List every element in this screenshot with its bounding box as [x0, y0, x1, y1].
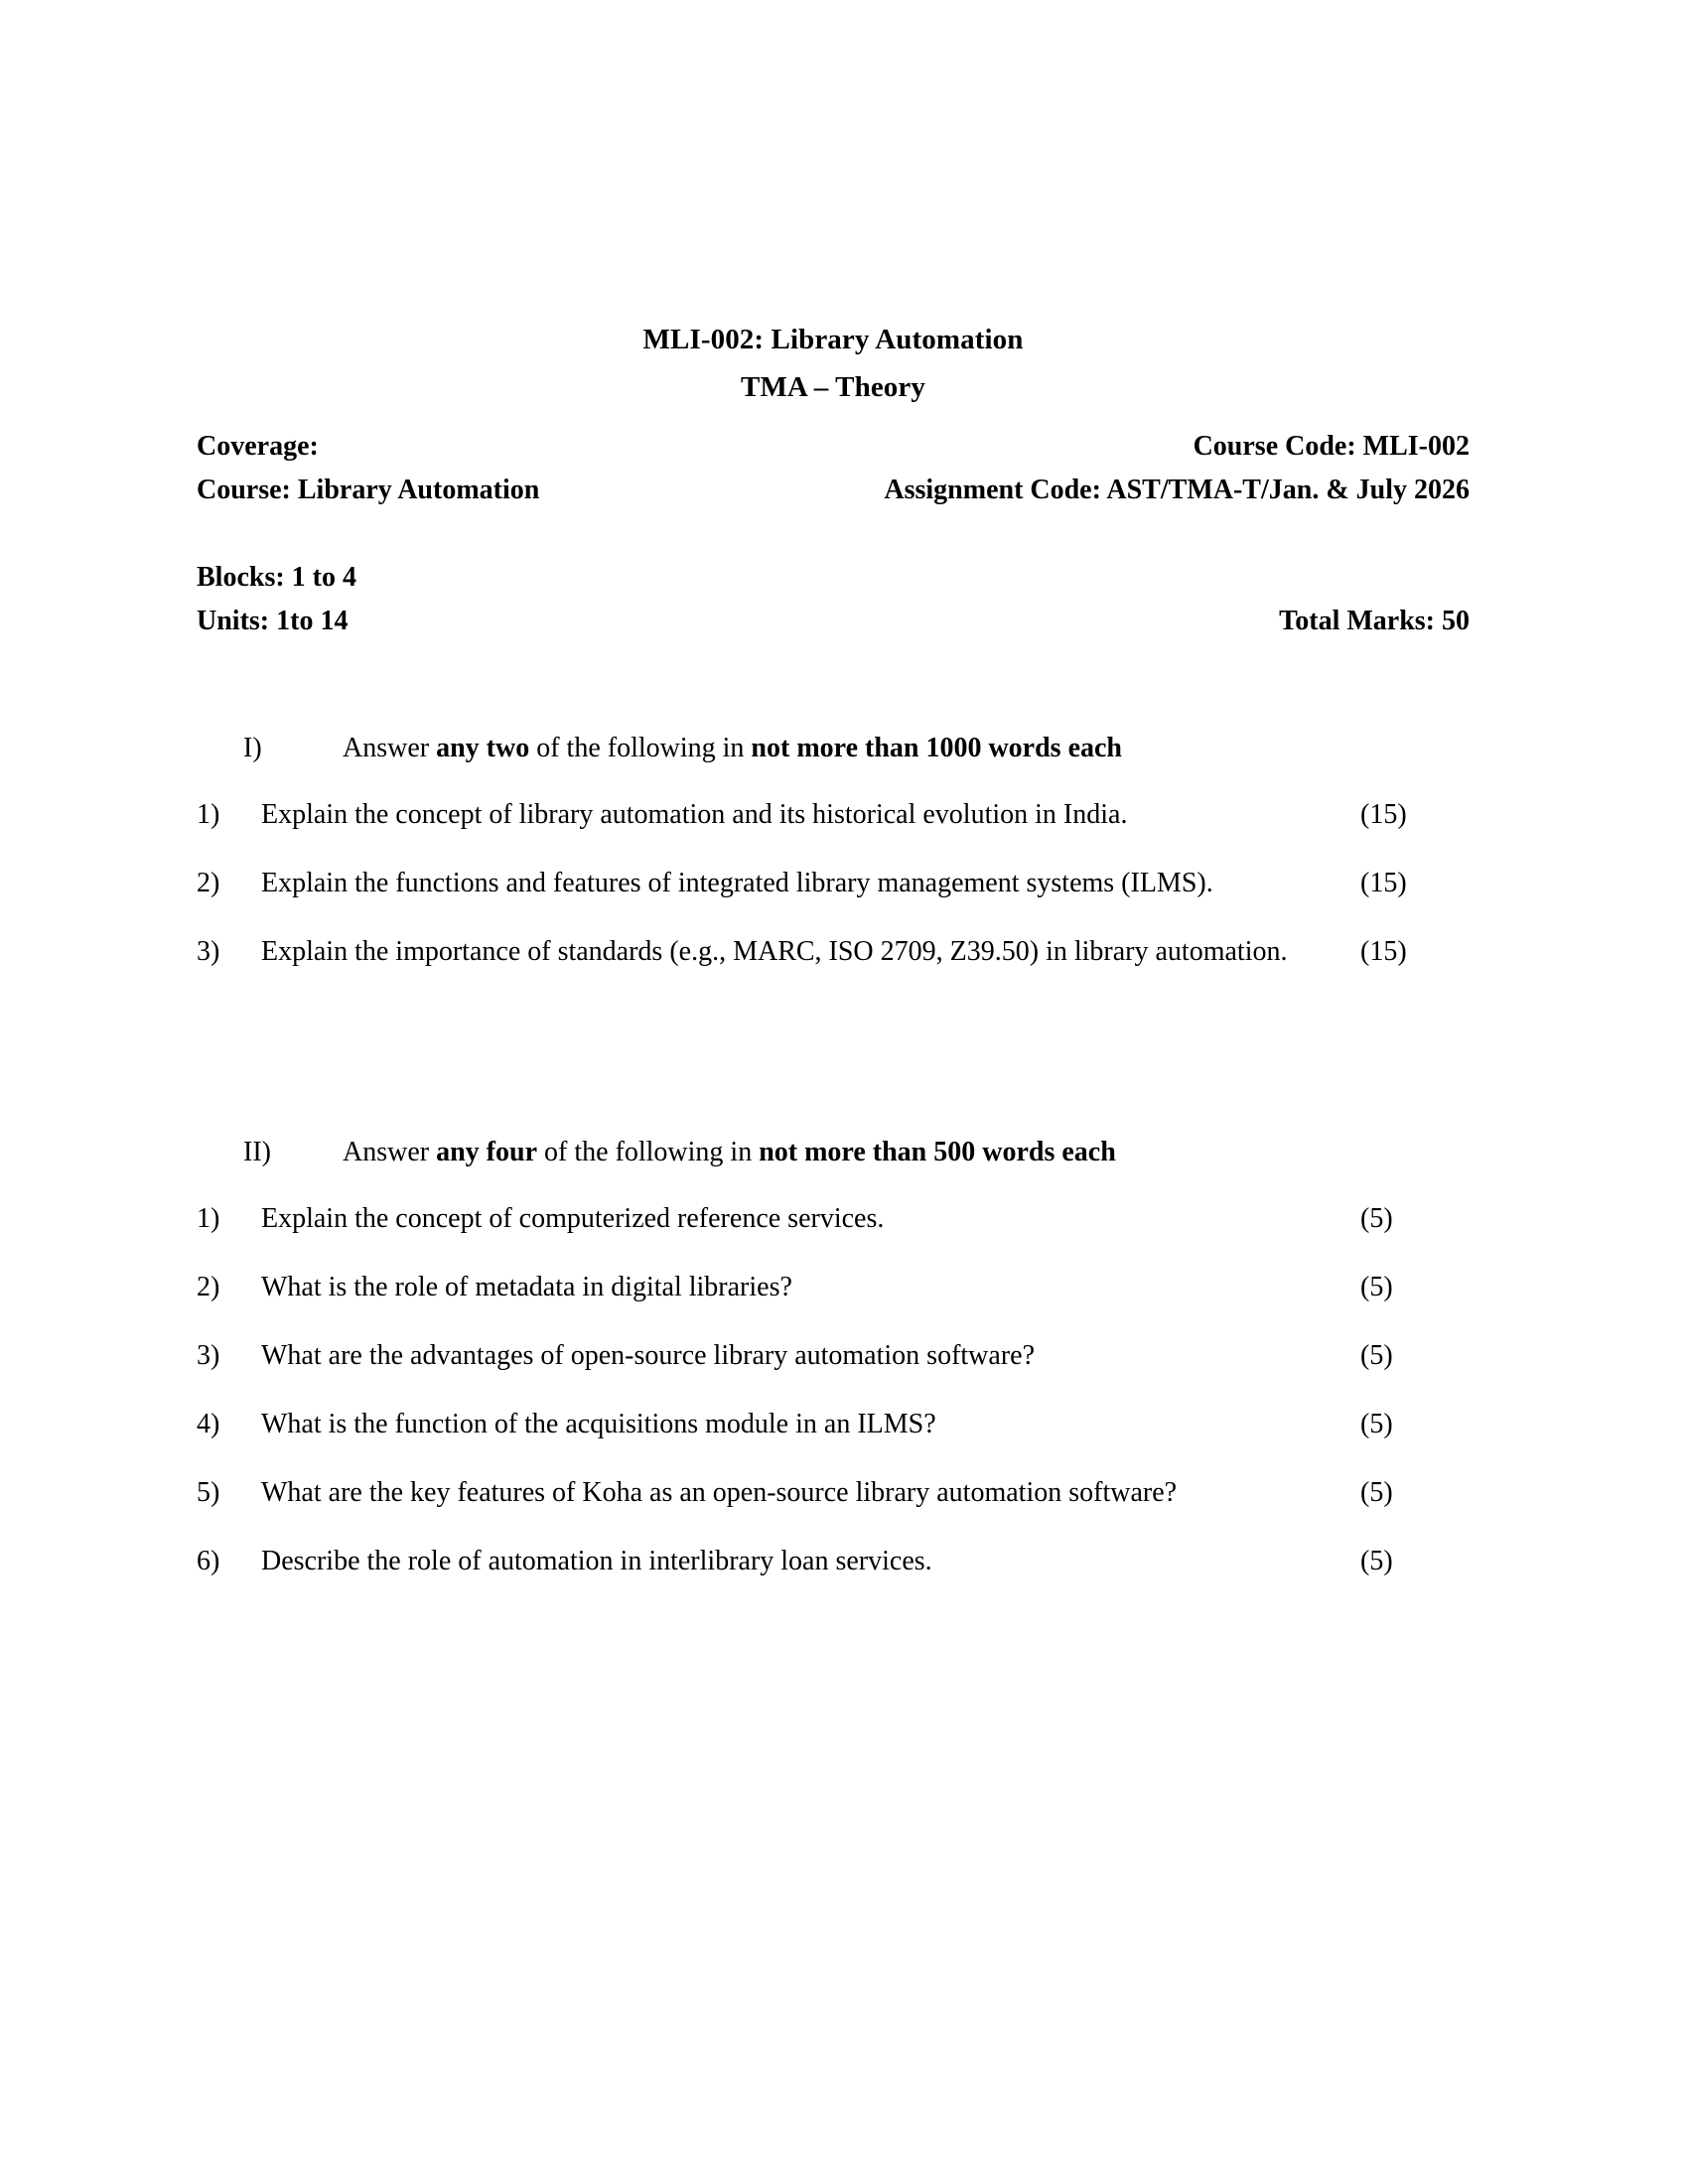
blocks-value: Blocks: 1 to 4: [197, 562, 356, 593]
instruction-text: Answer: [343, 1137, 437, 1167]
question-row: [197, 931, 1470, 972]
meta-block-primary: [197, 425, 1470, 512]
question-marks: (15): [1360, 868, 1407, 898]
units-value: Units: 1to 14: [197, 606, 349, 636]
question-number: 1): [197, 799, 220, 830]
question-number: 3): [197, 1340, 220, 1371]
question-text: Explain the concept of library automation and its historical evolution in India.: [261, 799, 1128, 830]
course-code-value: Course Code: MLI-002: [1193, 431, 1470, 462]
question-marks: (5): [1360, 1477, 1393, 1508]
title-block: [197, 0, 1470, 411]
question-row: [197, 1267, 1470, 1307]
question-row: [197, 1541, 1470, 1581]
instruction-emphasis: any four: [436, 1137, 537, 1167]
instruction-emphasis: any two: [436, 733, 530, 763]
question-row: [197, 1404, 1470, 1444]
question-number: 6): [197, 1546, 220, 1576]
meta-row-blocks: [197, 556, 1470, 600]
section-heading-2: [197, 1133, 1470, 1172]
question-list-2: [197, 1198, 1470, 1581]
question-marks: (5): [1360, 1272, 1393, 1302]
question-marks: (15): [1360, 936, 1407, 967]
meta-block-secondary: [197, 556, 1470, 643]
question-marks: (5): [1360, 1340, 1393, 1371]
question-text: Explain the concept of computerized reference services.: [261, 1203, 885, 1234]
question-row: [197, 1335, 1470, 1376]
section-instruction: [343, 1133, 1470, 1172]
question-row: [197, 1198, 1470, 1239]
question-number: 1): [197, 1203, 220, 1234]
meta-row-course: [197, 469, 1470, 512]
section-heading-1: [197, 729, 1470, 768]
instruction-emphasis: not more than 1000 words each: [751, 733, 1123, 763]
instruction-emphasis: not more than 500 words each: [759, 1137, 1116, 1167]
question-marks: (5): [1360, 1409, 1393, 1439]
question-marks: (15): [1360, 799, 1407, 830]
question-number: 4): [197, 1409, 220, 1439]
meta-row-units: [197, 600, 1470, 643]
question-number: 2): [197, 868, 220, 898]
question-number: 3): [197, 936, 220, 967]
section-number: I): [243, 733, 262, 763]
course-name-value: Course: Library Automation: [197, 475, 540, 505]
document-subtitle: TMA – Theory: [741, 371, 925, 403]
instruction-text: of the following in: [529, 733, 752, 763]
question-row: [197, 1472, 1470, 1513]
section-number: II): [243, 1137, 271, 1167]
section-instruction: [343, 729, 1470, 768]
total-marks-value: Total Marks: 50: [1279, 606, 1470, 636]
question-text: What are the advantages of open-source library automation software?: [261, 1340, 1035, 1371]
question-row: [197, 863, 1470, 903]
section-gap: [197, 1000, 1470, 1047]
question-marks: (5): [1360, 1546, 1393, 1576]
coverage-label: Coverage:: [197, 431, 319, 462]
meta-row-coverage: [197, 425, 1470, 469]
question-list-1: [197, 794, 1470, 972]
question-number: 5): [197, 1477, 220, 1508]
question-text: Explain the importance of standards (e.g., MARC, ISO 2709, Z39.50) in library automation.: [261, 936, 1288, 967]
question-text: What is the function of the acquisitions module in an ILMS?: [261, 1409, 936, 1439]
instruction-text: of the following in: [537, 1137, 760, 1167]
question-marks: (5): [1360, 1203, 1393, 1234]
question-text: Describe the role of automation in interlibrary loan services.: [261, 1546, 932, 1576]
instruction-text: Answer: [343, 733, 437, 763]
question-row: [197, 794, 1470, 835]
sections-root: [197, 729, 1470, 1581]
question-text: Explain the functions and features of integrated library management systems (ILMS).: [261, 868, 1213, 898]
question-text: What is the role of metadata in digital libraries?: [261, 1272, 792, 1302]
page-content: [197, 0, 1470, 1609]
document-title: MLI-002: Library Automation: [642, 324, 1024, 355]
assignment-code-value: Assignment Code: AST/TMA-T/Jan. & July 2026: [884, 475, 1470, 505]
question-number: 2): [197, 1272, 220, 1302]
question-text: What are the key features of Koha as an open-source library automation software?: [261, 1477, 1178, 1508]
